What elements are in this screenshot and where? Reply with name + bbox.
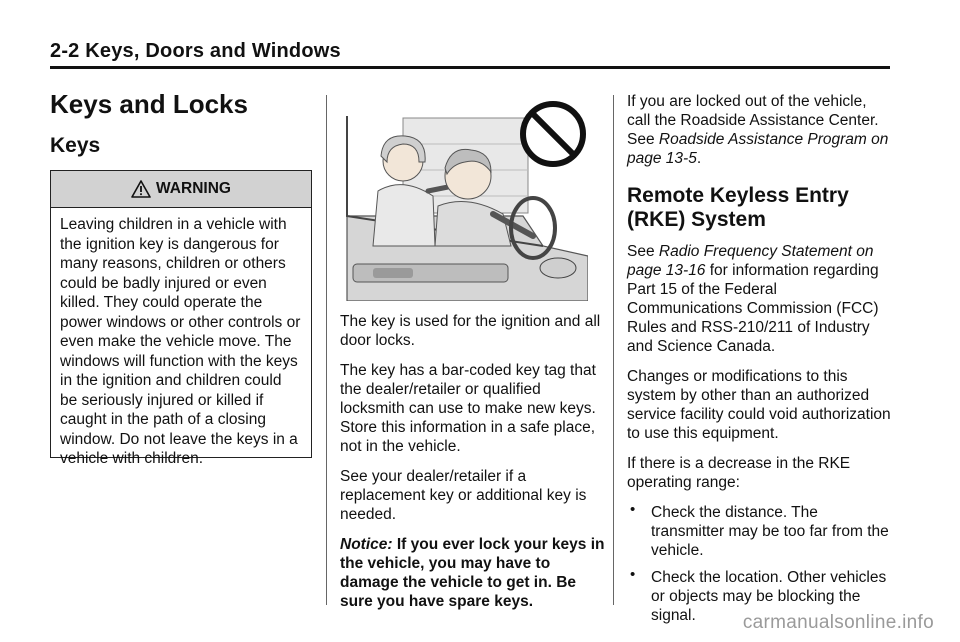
warning-text: Leaving children in a vehicle with the ignition key is dangerous for many reasons, children or others could be badly injured or even killed. They could operate the power windows or other controls or even make the vehicle move. The windows will function with the keys in the ignition and children could be seriously injured or killed if caught in the path of a closing window. Do not leave the keys in a vehicle with children.	[60, 216, 301, 467]
range-decrease-paragraph: If there is a decrease in the RKE operating range:	[627, 455, 851, 491]
modifications-paragraph: Changes or modifications to this system by other than an authorized service facility could void authorization to use this equipment.	[627, 368, 891, 442]
radio-frequency-link[interactable]: Radio Frequency Statement on page 13-16	[627, 243, 874, 279]
locked-out-paragraph	[627, 92, 892, 168]
rke-heading: Remote Keyless Entry (RKE) System	[627, 184, 849, 231]
column-one	[50, 89, 315, 159]
roadside-assistance-link[interactable]: Roadside Assistance Program on page 13-5	[627, 131, 889, 167]
notice-paragraph	[340, 535, 605, 611]
fcc-text: for information regarding Part 15 of the Federal Communications Commission (FCC) Rules and RSS-210/211 of Industry and Science Canada.	[627, 262, 879, 355]
column-divider-right	[613, 95, 614, 605]
subsection-title-keys: Keys	[50, 134, 101, 157]
range-checklist	[627, 503, 892, 625]
section-title: Keys and Locks	[50, 89, 248, 119]
key-usage-paragraph: The key is used for the ignition and all door locks.	[340, 313, 601, 349]
bullet-icon: •	[630, 566, 636, 583]
header-rule	[50, 66, 890, 69]
warning-label: WARNING	[156, 180, 231, 197]
notice-text: If you ever lock your keys in the vehicle, you may have to damage the vehicle to get in. Be sure you have spare keys.	[340, 536, 605, 610]
warning-header	[51, 171, 311, 208]
fcc-lead: See	[627, 243, 655, 260]
column-two	[340, 312, 605, 622]
children-in-car-illustration	[343, 96, 588, 301]
column-three	[627, 92, 892, 633]
page-header-title: 2-2 Keys, Doors and Windows	[50, 40, 341, 62]
bullet-icon: •	[630, 501, 636, 518]
prohibited-icon	[523, 104, 583, 164]
list-item	[627, 503, 892, 560]
locked-out-text: If you are locked out of the vehicle, call the Roadside Assistance Center. See	[627, 93, 879, 148]
warning-triangle-icon	[131, 180, 151, 198]
locked-out-end: .	[696, 150, 702, 167]
replacement-key-paragraph: See your dealer/retailer if a replacement key or additional key is needed.	[340, 468, 587, 523]
column-divider-left	[326, 95, 327, 605]
key-tag-paragraph: The key has a bar-coded key tag that the dealer/retailer or qualified locksmith can use to make new keys. Store this information in a safe place, not in the vehicle.	[340, 362, 596, 455]
watermark: carmanualsonline.info	[742, 612, 934, 633]
warning-box	[50, 170, 312, 467]
list-item-text: Check the distance. The transmitter may be too far from the vehicle.	[651, 504, 889, 559]
notice-label: Notice:	[340, 536, 393, 553]
list-item-text: Check the location. Other vehicles or objects may be blocking the signal.	[651, 569, 887, 624]
fcc-paragraph	[627, 242, 892, 356]
